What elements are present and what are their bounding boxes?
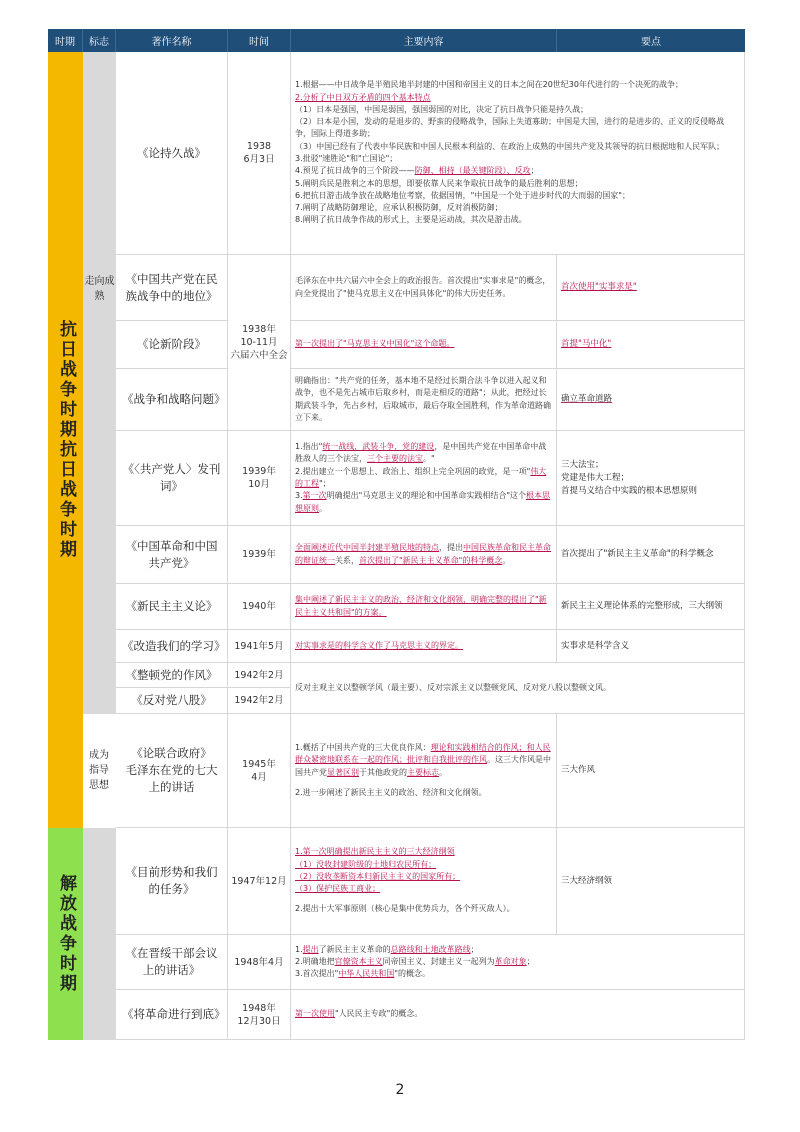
text-span: 。 (502, 555, 511, 565)
text-span: ； (530, 166, 539, 176)
highlight-span: 第一次使用 (295, 1009, 335, 1019)
content-line: 1.第一次明确提出新民主主义的三大经济纲领 (295, 847, 455, 857)
text-span: 3. (295, 491, 303, 501)
header-period: 时期 (48, 29, 83, 52)
work-points (557, 526, 745, 584)
work-time: 1948年 12月30日 (228, 990, 291, 1040)
content-line (295, 944, 740, 956)
work-content (291, 369, 557, 431)
work-time: 1938 6月3日 (228, 52, 291, 255)
text-span: 关系， (335, 555, 359, 565)
highlight-span: 革命对象 (494, 956, 527, 966)
points-text: 首次使用"实事求是" (561, 282, 637, 292)
work-content (291, 935, 745, 990)
page-number: 2 (395, 1082, 405, 1098)
work-time: 1942年2月 (228, 663, 291, 688)
points-text: 三大法宝； 党建是伟大工程； 首提马义结合中实践的根本思想原则 (561, 459, 698, 496)
work-time: 1942年2月 (228, 688, 291, 714)
content-line (295, 466, 552, 491)
text-span: 于其他政党的 (359, 767, 407, 777)
work-time: 1941年5月 (228, 630, 291, 663)
text-span: 。这三大作风是中国共产党 (295, 755, 551, 777)
highlight-span: 三个主要的法宝 (367, 454, 423, 464)
content-line (295, 441, 552, 466)
content-line: 2.提出十大军事原则（核心是集中优势兵力，各个歼灭敌人）。 (295, 904, 515, 914)
work-content (291, 714, 557, 828)
era-anti-japanese-war (48, 52, 83, 828)
content-line (295, 956, 740, 968)
content-line (295, 165, 740, 177)
content-line: （2）日本是小国，发动的是退步的、野蛮的侵略战争，国际上失道寡助；中国是大国，进行的是进步的、正义的反侵略战争，国际上得道多助； (295, 117, 725, 139)
work-title: 《反对党八股》 (116, 688, 228, 714)
work-title: 《论联合政府》 毛泽东在党的七大上的讲话 (116, 714, 228, 828)
work-content (291, 255, 557, 321)
content-line: （3）保护民族工商业； (295, 884, 381, 894)
work-time: 1940年 (228, 584, 291, 630)
work-time: 1938年 10-11月 六届六中全会 (228, 255, 291, 431)
mark-maturing: 走向成熟 (84, 276, 115, 302)
text-span: ； (526, 956, 535, 966)
text-span: "； (319, 479, 331, 488)
highlight-span: 总路线和土地改革路线 (390, 944, 471, 954)
era-label: 抗日战争时期抗日战争时期 (56, 320, 76, 560)
content-line: 7.阐明了战略防御理论，应承认积极防御，反对消极防御； (295, 203, 503, 213)
content-text: 毛泽东在中共六届六中全会上的政治报告。首次提出"实事求是"的概念，向全党提出了"使马克思主义在中国具体化"的伟大历史任务。 (295, 276, 551, 298)
work-content (291, 526, 557, 584)
highlight-span: 伟大的工程 (295, 466, 547, 488)
work-title: 《整顿党的作风》 (116, 663, 228, 688)
work-title: 《在晋绥干部会议上的讲话》 (116, 935, 228, 990)
text-span: "的概念。 (394, 969, 430, 979)
text-span: 1.指出" (295, 442, 323, 452)
work-title: 《中国革命和中国共产党》 (116, 526, 228, 584)
work-points (557, 630, 745, 663)
work-points (557, 584, 745, 630)
text-span: ； (470, 944, 479, 954)
points-text: 首提"马中化" (561, 339, 612, 349)
content-line: 5.阐明兵民是胜利之本的思想，即要依靠人民来争取抗日战争的最后胜利的思想； (295, 178, 583, 188)
work-time: 1947年12月 (228, 828, 291, 935)
header-content: 主要内容 (291, 29, 557, 52)
content-line: 6.把抗日游击战争放在战略地位考察，依据国情，"中国是一个处于进步时代的大而弱的国家"； (295, 190, 630, 200)
text-span: 2.提出建立一个思想上、政治上、组织上完全巩固的政党，是一项" (295, 466, 531, 476)
content-line: （2）没收垄断资本归新民主主义的国家所有； (295, 871, 461, 881)
content-line (295, 742, 552, 779)
work-content (291, 584, 557, 630)
text-span: 了新民主主义革命的 (318, 944, 391, 954)
work-points (557, 369, 745, 431)
content-line: 3.批驳"速胜论"和"亡国论"； (295, 154, 398, 163)
content-line (295, 968, 740, 980)
work-title: 《战争和战略问题》 (116, 369, 228, 431)
highlight-span: 防御、相持（最关键阶段）、反攻 (414, 166, 531, 176)
content-line: （1）没收封建阶级的土地归农民所有； (295, 859, 437, 869)
work-points (557, 321, 745, 369)
text-span: 。 (319, 503, 327, 513)
text-span: ，是中国共产党在中国革命中战胜敌人的三个法宝， (295, 442, 547, 464)
header-mark: 标志 (83, 29, 116, 52)
highlight-span: 中国民族革命和民主革命的辩证统一 (295, 543, 551, 565)
header-points: 要点 (557, 29, 745, 52)
highlight-span: 第一次 (302, 491, 327, 501)
work-title: 《论新阶段》 (116, 321, 228, 369)
text-span: 。" (423, 454, 435, 464)
work-time: 1948年4月 (228, 935, 291, 990)
highlight-span: 官僚资本主义 (334, 956, 383, 966)
work-content (291, 431, 557, 526)
points-text: 实事求是科学含义 (561, 640, 630, 651)
work-points (557, 714, 745, 828)
content-line: 2.进一步阐述了新民主主义的政治、经济和文化纲领。 (295, 787, 487, 797)
highlight-span: 主要标志 (407, 767, 439, 777)
text-span: 3.首次提出" (295, 969, 339, 979)
mark-guiding: 成为指导思想 (89, 750, 109, 791)
content-text: 明确指出："共产党的任务，基本地不是经过长期合法斗争以进入起义和战争，也不是先占城市后取乡村，而是走相反的道路"；从此，把经过长期武装斗争，先占乡村，后取城市，最后夺取全国胜利，作为革命道路确立下来。 (295, 375, 551, 422)
work-title: 《中国共产党在民族战争中的地位》 (116, 255, 228, 321)
highlight-span: 理论和实践相结合的作风；和人民群众紧密地联系在一起的作风；批评和自我批评的作风 (295, 742, 551, 765)
points-text: 首次提出了"新民主主义革命"的科学概念 (561, 549, 714, 559)
work-content (291, 990, 745, 1040)
content-line: （3）中国已经有了代表中华民族和中国人民根本利益的、在政治上成熟的中国共产党及其领导的抗日根据地和人民军队； (295, 141, 725, 151)
text-span: 同帝国主义、封建主义一起列为 (382, 956, 495, 966)
work-content (291, 52, 745, 255)
mark-cell-maturing (83, 52, 116, 714)
content-text: 集中阐述了新民主主义的政治、经济和文化纲领，明确完整的提出了"新民主主义共和国"的方案。 (295, 595, 547, 617)
text-span: ，提出 (439, 543, 463, 553)
work-content (291, 663, 745, 714)
content-line: 8.阐明了抗日战争作战的形式上，主要是运动战，其次是游击战。 (295, 215, 527, 225)
work-title: 《新民主主义论》 (116, 584, 228, 630)
work-title: 《改造我们的学习》 (116, 630, 228, 663)
content-text: 反对主观主义以整顿学风（最主要）、反对宗派主义以整顿党风、反对党八股以整顿文风。 (295, 682, 611, 692)
work-title: 《目前形势和我们的任务》 (116, 828, 228, 935)
text-span: 1. (295, 944, 303, 954)
content-text: 对实事求是的科学含义作了马克思主义的界定。 (295, 640, 463, 650)
content-line (295, 490, 552, 515)
points-text: 确立革命道路 (561, 394, 613, 404)
work-title: 《将革命进行到底》 (116, 990, 228, 1040)
work-content (291, 630, 557, 663)
highlight-span: 中华人民共和国 (338, 969, 395, 979)
highlight-span: 统一战线，武装斗争，党的建设 (322, 442, 435, 452)
era-liberation-war (48, 828, 83, 1040)
header-work: 著作名称 (116, 29, 228, 52)
work-title: 《〈共产党人〉发刊词》 (116, 431, 228, 526)
text-span: 4.预见了抗日战争的三个阶段—— (295, 166, 415, 176)
points-text: 三大作风 (561, 765, 596, 775)
work-points (557, 255, 745, 321)
highlight-span: 提出 (302, 944, 319, 954)
work-time: 1939年 (228, 526, 291, 584)
work-time: 1945年 4月 (228, 714, 291, 828)
text-span: 1.概括了中国共产党的三大优良作风： (295, 742, 431, 752)
work-title: 《论持久战》 (116, 52, 228, 255)
work-points (557, 431, 745, 526)
work-time: 1939年 10月 (228, 431, 291, 526)
work-content (291, 828, 557, 935)
highlight-span: 首次提出了"新民主主义革命"的科学概念 (359, 555, 503, 565)
text-span: 2.明确地把 (295, 956, 335, 966)
content-line: 2.分析了中日双方矛盾的四个基本特点 (295, 92, 431, 102)
content-line: （1）日本是强国，中国是弱国，强国弱国的对比，决定了抗日战争只能是持久战； (295, 104, 589, 114)
work-content (291, 321, 557, 369)
content-text: 第一次提出了"马克思主义中国化"这个命题。 (295, 339, 455, 349)
highlight-span: 全面阐述近代中国半封建半殖民地的特点 (295, 543, 439, 553)
text-span: "人民民主专政"的概念。 (335, 1009, 423, 1019)
points-text: 三大经济纲领 (561, 875, 613, 886)
mark-cell-liberation (83, 828, 116, 1040)
highlight-span: 显著区别 (327, 767, 359, 777)
era-label: 解放战争时期 (56, 874, 76, 994)
highlight-span: 根本思想原则 (295, 491, 550, 513)
points-text: 新民主主义理论体系的完整形成，三大纲领 (561, 601, 723, 611)
text-span: 明确提出"马克思主义的理论和中国革命实践相结合"这个 (326, 491, 526, 501)
text-span: 。 (439, 767, 447, 777)
work-points (557, 828, 745, 935)
content-line: 1.根据——中日战争是半殖民地半封建的中国和帝国主义的日本之间在20世纪30年代进行的一个决死的战争； (295, 80, 683, 90)
header-time: 时间 (228, 29, 291, 52)
